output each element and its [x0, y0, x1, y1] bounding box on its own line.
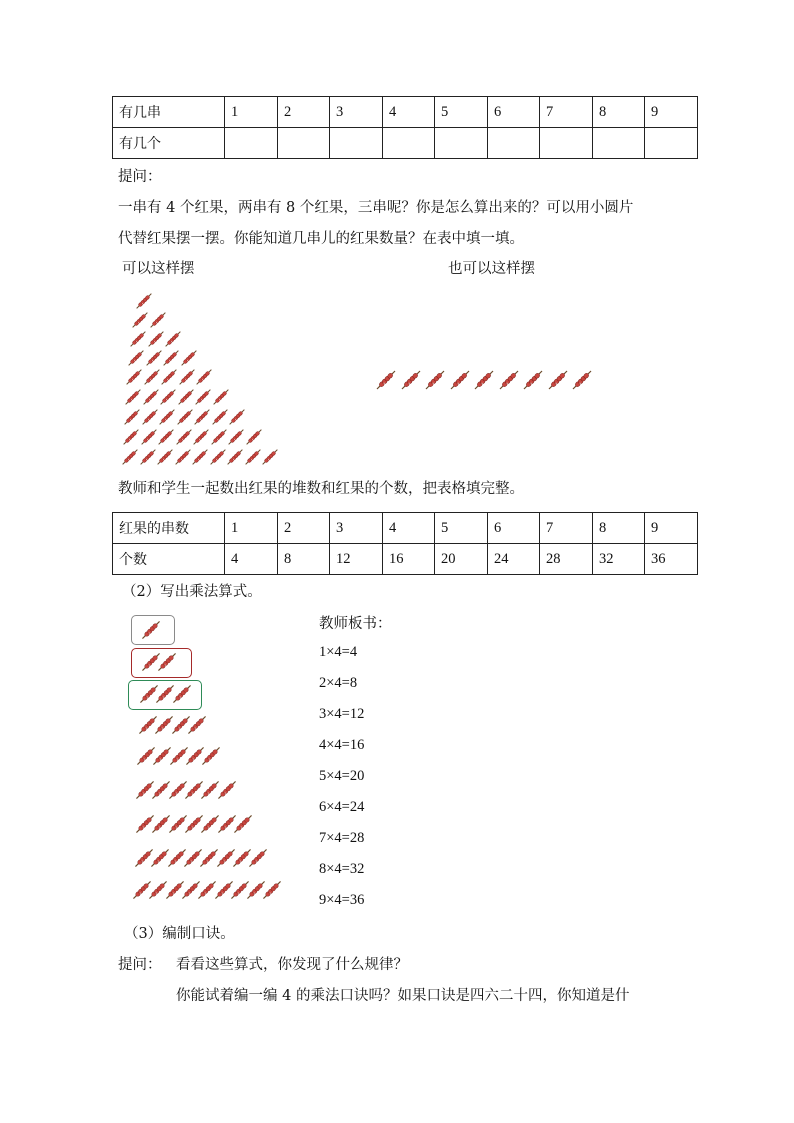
table1-cell: 9 [645, 97, 698, 128]
table1-cell: 3 [330, 97, 383, 128]
table1-header-strings: 有几串 [113, 97, 225, 128]
table2-row-count [113, 544, 698, 575]
table1-empty-cell[interactable] [435, 128, 488, 159]
question-label: 提问： [118, 169, 162, 185]
table1-cell: 4 [383, 97, 435, 128]
paragraph-fill-table: 教师和学生一起数出红果的堆数和红果的个数，把表格填完整。 [118, 481, 524, 497]
equation: 6×4=24 [319, 799, 365, 815]
equation: 3×4=12 [319, 706, 365, 722]
table-strings-count-empty [112, 96, 698, 159]
caption-right: 也可以这样摆 [448, 261, 535, 277]
table2-cell: 4 [383, 513, 435, 544]
table2-header-strings: 红果的串数 [113, 513, 225, 544]
table1-cell: 7 [540, 97, 593, 128]
equation: 9×4=36 [319, 892, 365, 908]
table1-cell: 6 [488, 97, 540, 128]
table2-row-strings [113, 513, 698, 544]
table2-cell: 36 [645, 544, 698, 575]
table2-cell: 12 [330, 544, 383, 575]
table2-cell: 24 [488, 544, 540, 575]
equation: 4×4=16 [319, 737, 365, 753]
table-strings-count-filled [112, 512, 698, 575]
table2-cell: 2 [278, 513, 330, 544]
equation: 5×4=20 [319, 768, 365, 784]
table1-empty-cell[interactable] [225, 128, 278, 159]
table2-header-count: 个数 [113, 544, 225, 575]
table2-cell: 1 [225, 513, 278, 544]
table2-cell: 16 [383, 544, 435, 575]
table2-cell: 20 [435, 544, 488, 575]
table2-cell: 8 [278, 544, 330, 575]
table1-row-count [113, 128, 698, 159]
table1-header-count: 有几个 [113, 128, 225, 159]
table1-cell: 5 [435, 97, 488, 128]
table1-empty-cell[interactable] [383, 128, 435, 159]
table1-cell: 8 [593, 97, 645, 128]
equation: 8×4=32 [319, 861, 365, 877]
equation: 2×4=8 [319, 675, 358, 691]
table2-cell: 5 [435, 513, 488, 544]
table1-empty-cell[interactable] [278, 128, 330, 159]
table1-cell: 2 [278, 97, 330, 128]
equation: 7×4=28 [319, 830, 365, 846]
paragraph-line-1: 一串有 4 个红果，两串有 8 个红果，三串呢？你是怎么算出来的？可以用小圆片 [118, 200, 634, 216]
table1-empty-cell[interactable] [645, 128, 698, 159]
final-line: 你能试着编一编 4 的乘法口诀吗？如果口诀是四六二十四，你知道是什 [176, 988, 630, 1004]
section-2-title: （2）写出乘法算式。 [122, 584, 262, 600]
table2-cell: 6 [488, 513, 540, 544]
question-2-label: 提问： [118, 957, 162, 973]
table1-empty-cell[interactable] [540, 128, 593, 159]
table2-cell: 28 [540, 544, 593, 575]
question-2-text: 看看这些算式，你发现了什么规律？ [176, 957, 408, 973]
table1-empty-cell[interactable] [330, 128, 383, 159]
table1-empty-cell[interactable] [593, 128, 645, 159]
table2-cell: 32 [593, 544, 645, 575]
table2-cell: 9 [645, 513, 698, 544]
board-label: 教师板书： [319, 616, 392, 632]
table2-cell: 8 [593, 513, 645, 544]
table1-row-strings [113, 97, 698, 128]
paragraph-line-2: 代替红果摆一摆。你能知道几串儿的红果数量？在表中填一填。 [118, 231, 524, 247]
section-3-title: （3）编制口诀。 [124, 926, 235, 942]
equation: 1×4=4 [319, 644, 358, 660]
table1-cell: 1 [225, 97, 278, 128]
table2-cell: 3 [330, 513, 383, 544]
caption-left: 可以这样摆 [122, 261, 195, 277]
table1-empty-cell[interactable] [488, 128, 540, 159]
table2-cell: 7 [540, 513, 593, 544]
table2-cell: 4 [225, 544, 278, 575]
